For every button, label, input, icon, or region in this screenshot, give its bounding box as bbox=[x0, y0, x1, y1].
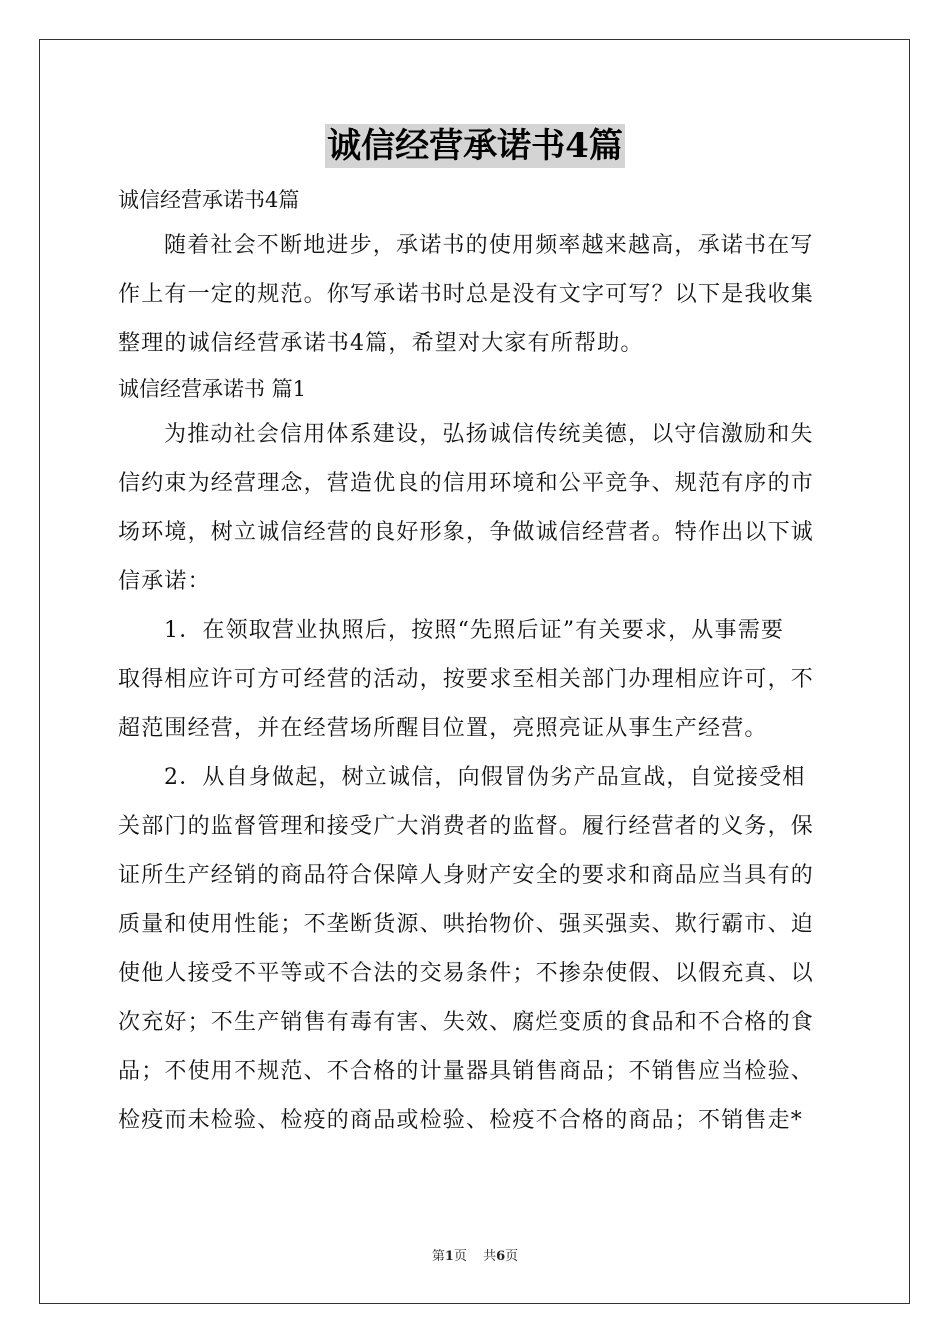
paragraph-line: 使他人接受不平等或不合法的交易条件；不掺杂使假、以假充真、以 bbox=[118, 961, 815, 986]
paragraph-line: 关部门的监督管理和接受广大消费者的监督。履行经营者的义务，保 bbox=[118, 814, 815, 839]
page-number: 第1页 bbox=[431, 1249, 467, 1264]
page-total: 共6页 bbox=[483, 1249, 519, 1264]
paragraph-line: 场环境，树立诚信经营的良好形象，争做诚信经营者。特作出以下诚 bbox=[118, 520, 815, 545]
page-footer bbox=[0, 1245, 950, 1264]
title-wrapper bbox=[0, 124, 950, 168]
paragraph-line: 次充好；不生产销售有毒有害、失效、腐烂变质的食品和不合格的食 bbox=[118, 1010, 815, 1035]
paragraph-line: 1．在领取营业执照后，按照“先照后证”有关要求，从事需要 bbox=[164, 618, 785, 643]
paragraph-line: 取得相应许可方可经营的活动，按要求至相关部门办理相应许可，不 bbox=[118, 667, 815, 692]
intro-paragraph bbox=[118, 221, 834, 368]
intro-line: 随着社会不断地进步，承诺书的使用频率越来越高，承诺书在写 bbox=[164, 233, 814, 258]
paragraph-line: 检疫而未检验、检疫的商品或检验、检疫不合格的商品；不销售走* bbox=[118, 1108, 804, 1133]
intro-line: 作上有一定的规范。你写承诺书时总是没有文字可写？以下是我收集 bbox=[118, 282, 815, 307]
document-subtitle: 诚信经营承诺书4篇 bbox=[118, 188, 300, 212]
paragraph-line: 信约束为经营理念，营造优良的信用环境和公平竞争、规范有序的市 bbox=[118, 471, 815, 496]
paragraph-line: 品；不使用不规范、不合格的计量器具销售商品；不销售应当检验、 bbox=[118, 1059, 815, 1084]
paragraph-1 bbox=[118, 410, 834, 606]
paragraph-line: 超范围经营，并在经营场所醒目位置，亮照亮证从事生产经营。 bbox=[118, 716, 768, 741]
paragraph-2 bbox=[118, 606, 834, 753]
paragraph-line: 信承诺： bbox=[118, 569, 211, 594]
paragraph-line: 质量和使用性能；不垄断货源、哄抬物价、强买强卖、欺行霸市、迫 bbox=[118, 912, 815, 937]
paragraph-line: 2．从自身做起，树立诚信，向假冒伪劣产品宣战，自觉接受相 bbox=[164, 765, 806, 790]
document-body bbox=[118, 179, 834, 1145]
document-title: 诚信经营承诺书4篇 bbox=[327, 126, 623, 166]
paragraph-3 bbox=[118, 753, 834, 1145]
intro-line: 整理的诚信经营承诺书4篇，希望对大家有所帮助。 bbox=[118, 331, 644, 356]
section-heading: 诚信经营承诺书 篇1 bbox=[118, 377, 307, 401]
paragraph-line: 证所生产经销的商品符合保障人身财产安全的要求和商品应当具有的 bbox=[118, 863, 815, 888]
paragraph-line: 为推动社会信用体系建设，弘扬诚信传统美德，以守信激励和失 bbox=[164, 422, 814, 447]
